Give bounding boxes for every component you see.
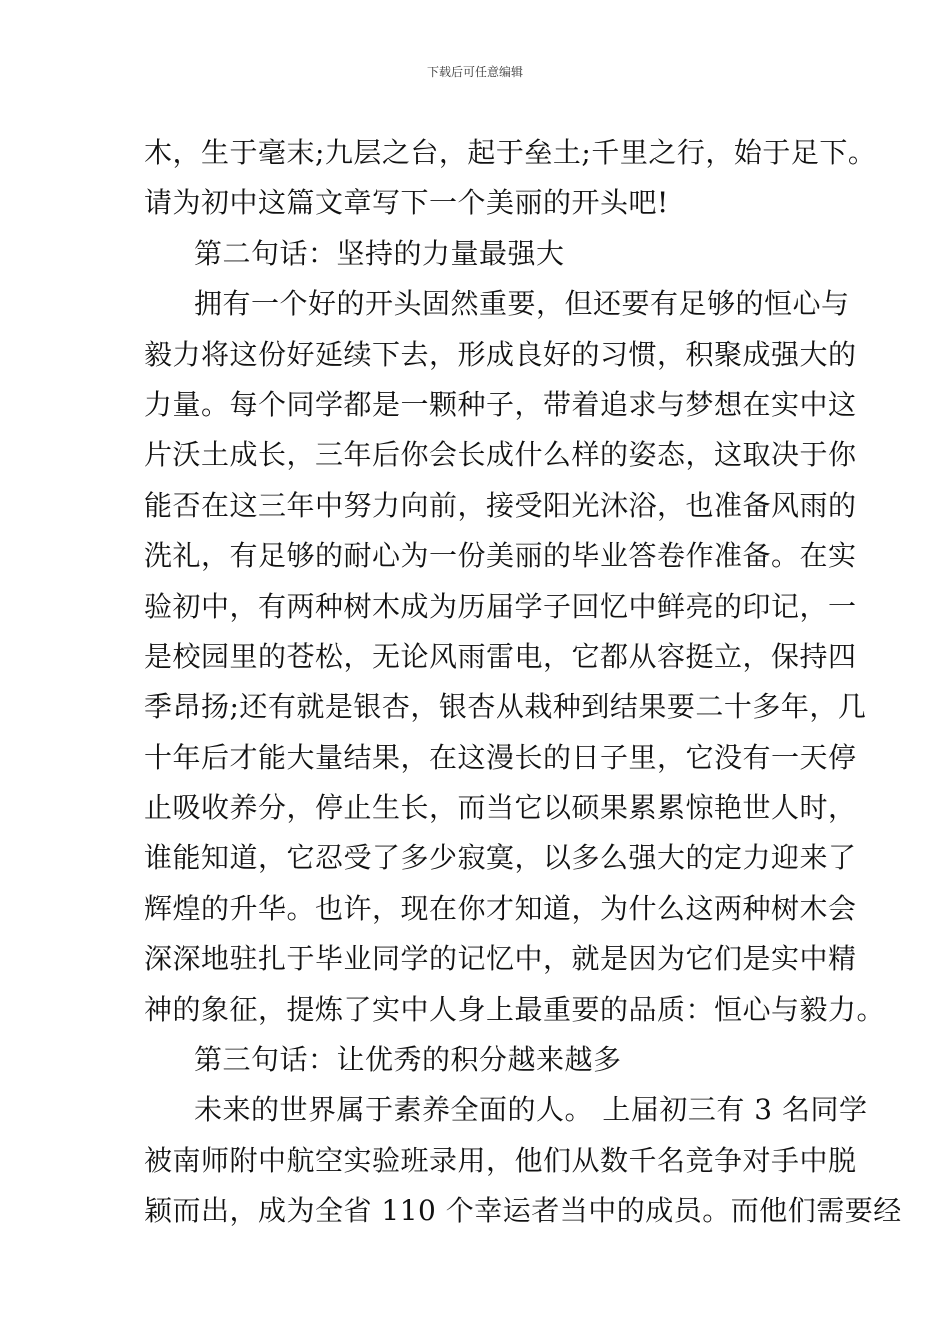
text-line: 未来的世界属于素养全面的人。 上届初三有 3 名同学 xyxy=(194,1093,868,1127)
text-line: 请为初中这篇文章写下一个美丽的开头吧! xyxy=(144,186,669,220)
text-line: 拥有一个好的开头固然重要，但还要有足够的恒心与 xyxy=(194,287,850,321)
text-line: 颖而出，成为全省 110 个幸运者当中的成员。而他们需要经 xyxy=(144,1194,902,1228)
section-heading: 第三句话：让优秀的积分越来越多 xyxy=(194,1043,622,1077)
text-line: 深深地驻扎于毕业同学的记忆中，就是因为它们是实中精 xyxy=(144,942,857,976)
page-header: 下载后可任意编辑 xyxy=(426,65,523,79)
text-line: 木，生于毫末;九层之台，起于垒土;千里之行，始于足下。 xyxy=(144,136,877,169)
text-line: 洗礼，有足够的耐心为一份美丽的毕业答卷作准备。在实 xyxy=(144,539,857,573)
text-line: 止吸收养分，停止生长，而当它以硕果累累惊艳世人时， xyxy=(144,791,857,825)
text-line: 谁能知道，它忍受了多少寂寞，以多么强大的定力迎来了 xyxy=(144,841,857,875)
text-line: 辉煌的升华。也许，现在你才知道，为什么这两种树木会 xyxy=(144,891,857,925)
text-line: 能否在这三年中努力向前，接受阳光沐浴，也准备风雨的 xyxy=(144,488,857,522)
text-line: 片沃土成长，三年后你会长成什么样的姿态，这取决于你 xyxy=(144,438,857,472)
section-heading: 第二句话：坚持的力量最强大 xyxy=(194,236,565,270)
text-line: 十年后才能大量结果，在这漫长的日子里，它没有一天停 xyxy=(144,740,857,774)
text-line: 是校园里的苍松，无论风雨雷电，它都从容挺立，保持四 xyxy=(144,639,857,673)
body-text xyxy=(144,128,902,1237)
text-line: 毅力将这份好延续下去，形成良好的习惯，积聚成强大的 xyxy=(144,337,857,371)
text-line: 被南师附中航空实验班录用，他们从数千名竞争对手中脱 xyxy=(144,1143,857,1177)
text-line: 验初中，有两种树木成为历届学子回忆中鲜亮的印记，一 xyxy=(144,589,857,623)
text-line: 力量。每个同学都是一颗种子，带着追求与梦想在实中这 xyxy=(144,387,857,421)
text-line: 季昂扬;还有就是银杏，银杏从栽种到结果要二十多年，几 xyxy=(144,690,867,724)
text-line: 神的象征，提炼了实中人身上最重要的品质：恒心与毅力。 xyxy=(144,992,886,1026)
